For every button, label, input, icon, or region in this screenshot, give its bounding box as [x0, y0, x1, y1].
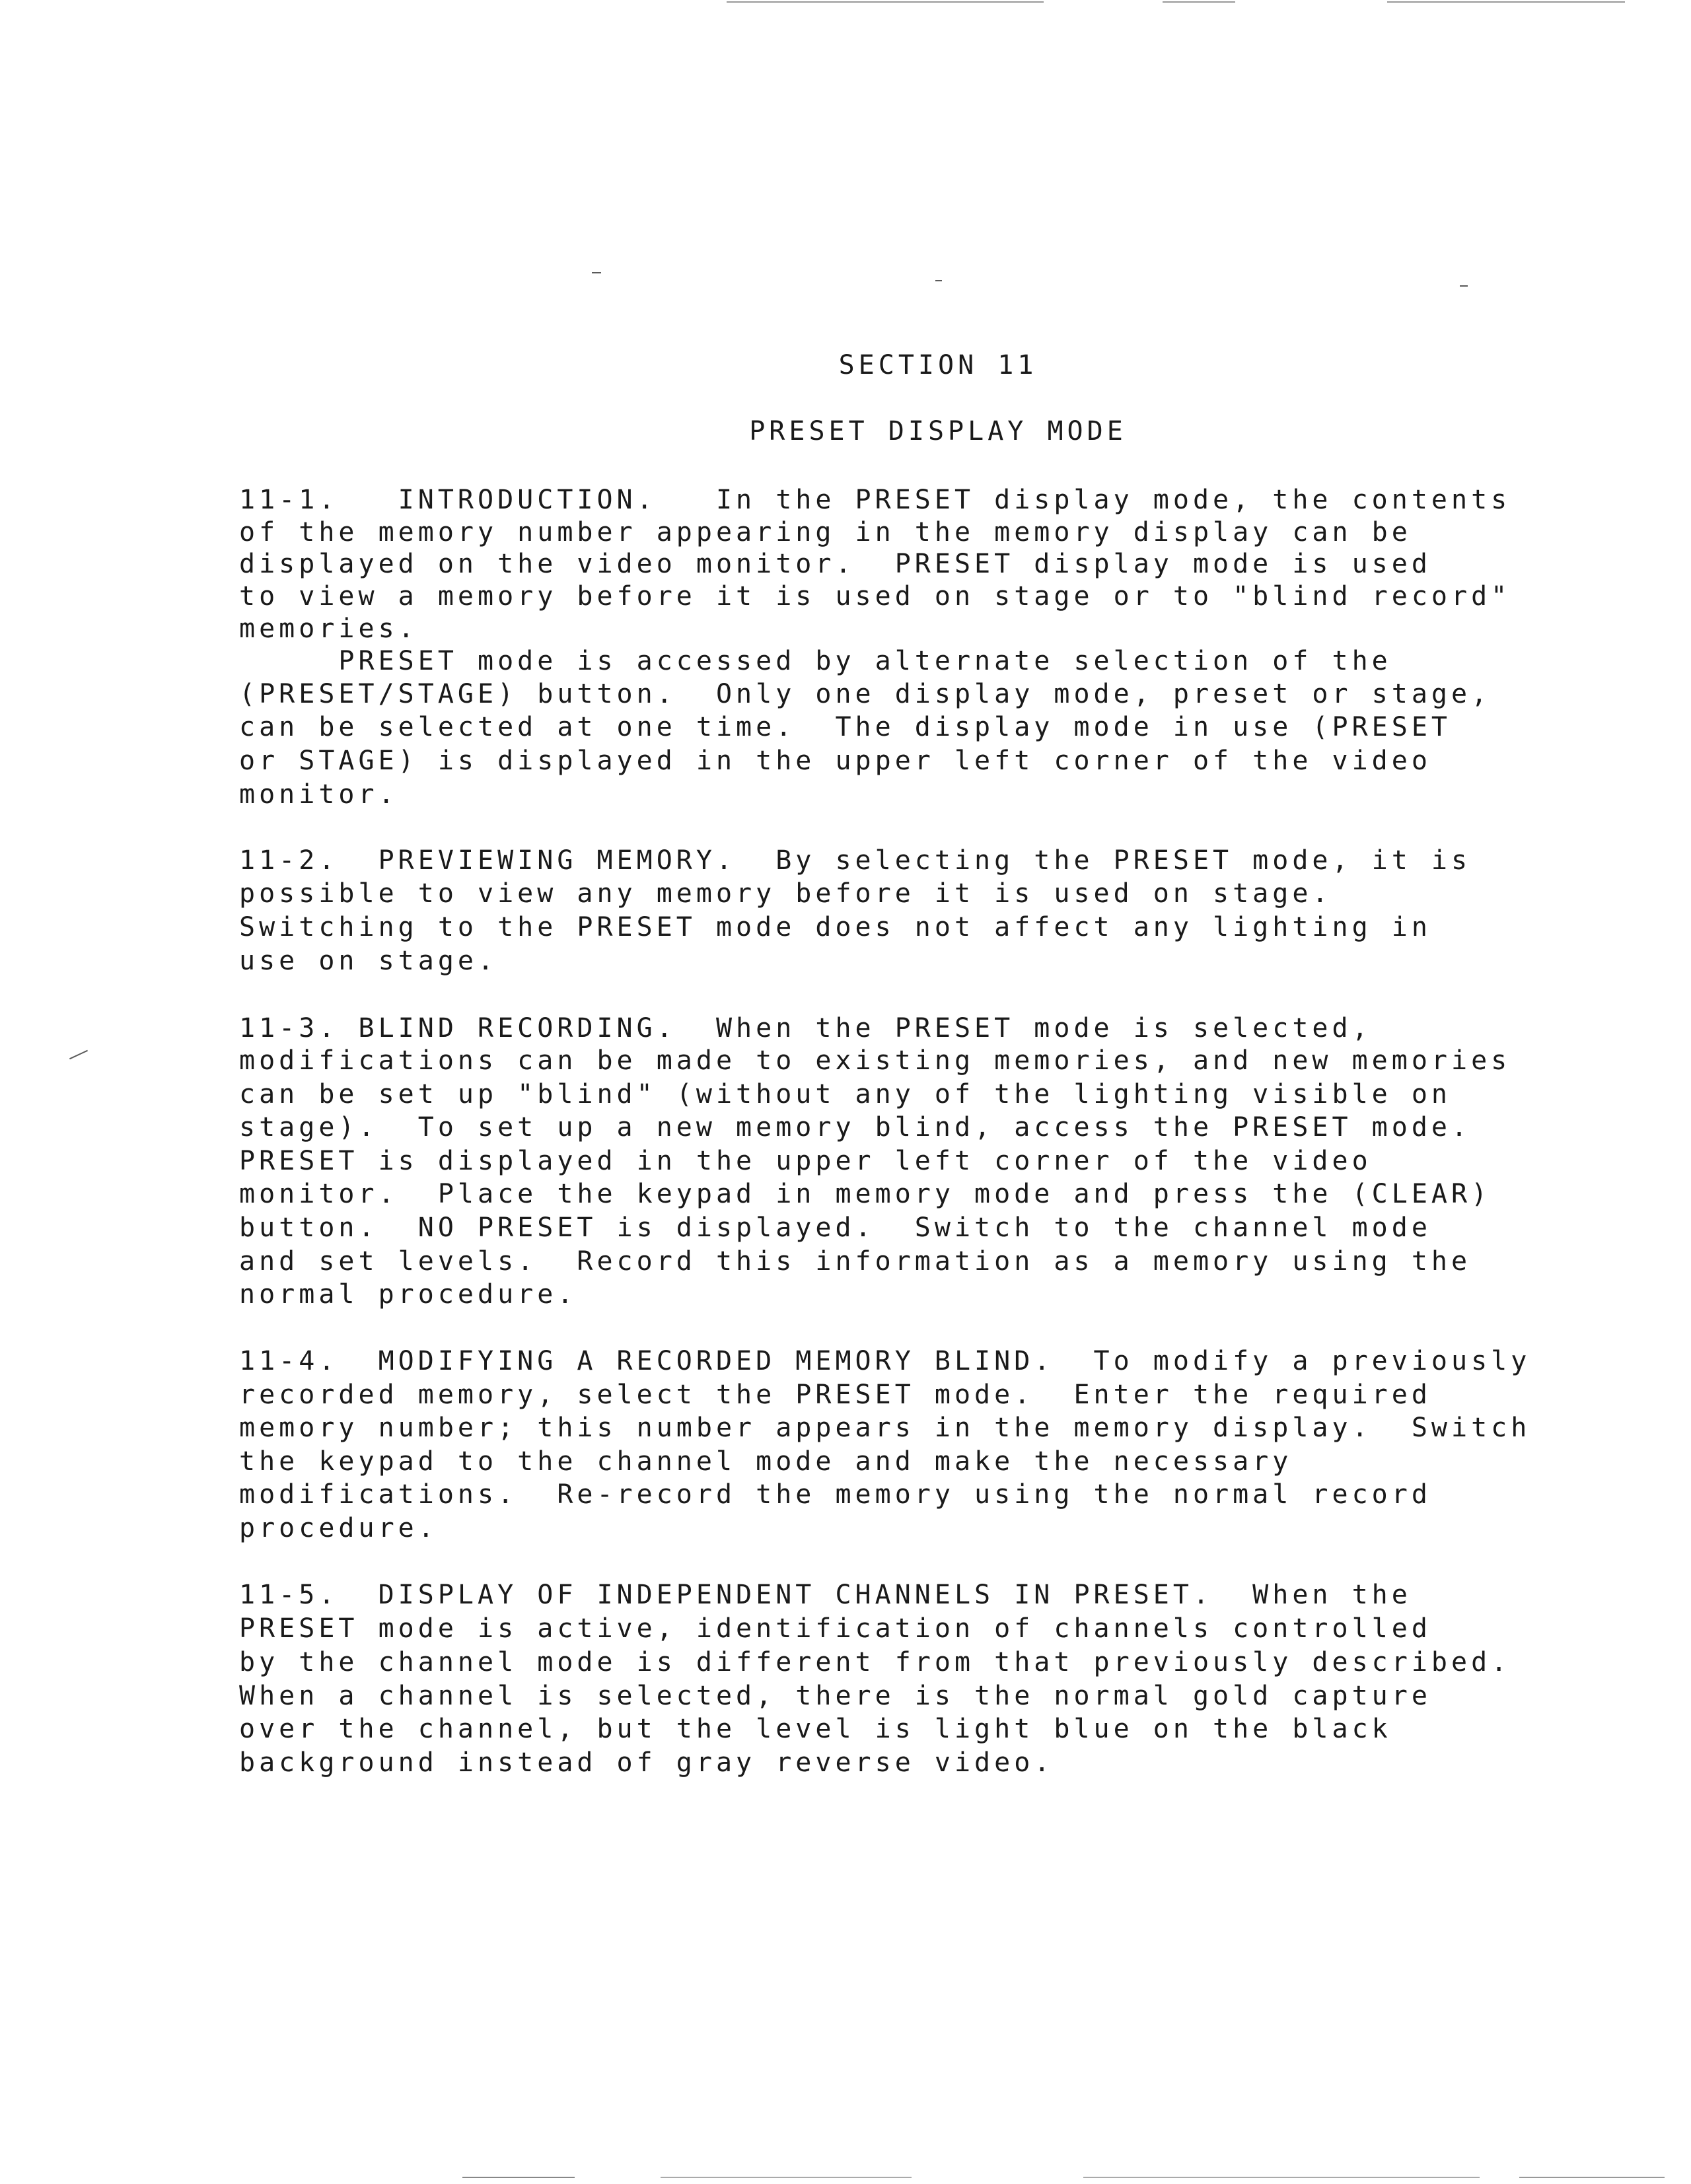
scan-mark-top-2	[1163, 1, 1235, 3]
text-line: monitor.	[239, 779, 398, 810]
text-line: can be selected at one time. The display mode in use (PRESET	[239, 712, 1452, 742]
text-line: PRESET mode is active, identification of channels controlled	[239, 1613, 1431, 1644]
text-line: button. NO PRESET is displayed. Switch to the channel mode	[239, 1213, 1431, 1243]
text-line: use on stage.	[239, 946, 498, 976]
scan-mark-top-1	[727, 1, 1044, 3]
text-line: the keypad to the channel mode and make the necessary	[239, 1446, 1293, 1477]
text-line: (PRESET/STAGE) button. Only one display mode, preset or stage,	[239, 679, 1492, 709]
text-line: displayed on the video monitor. PRESET display mode is used	[239, 549, 1431, 579]
scan-mark-bottom-4	[1519, 2177, 1665, 2178]
text-line: or STAGE) is displayed in the upper left corner of the video	[239, 746, 1431, 776]
text-line: to view a memory before it is used on stage or to "blind record"	[239, 581, 1511, 612]
text-line: normal procedure.	[239, 1279, 577, 1310]
scan-mark-bottom-1	[462, 2177, 575, 2178]
text-line: can be set up "blind" (without any of the lighting visible on	[239, 1079, 1452, 1110]
text-line: procedure.	[239, 1513, 438, 1543]
text-line: 11-4. MODIFYING A RECORDED MEMORY BLIND. To modify a previously	[239, 1346, 1531, 1376]
text-line: by the channel mode is different from that previously described.	[239, 1647, 1511, 1677]
text-line: 11-2. PREVIEWING MEMORY. By selecting the PRESET mode, it is	[239, 845, 1472, 876]
text-line: over the channel, but the level is light blue on the black	[239, 1714, 1392, 1744]
text-line: background instead of gray reverse video.	[239, 1747, 1054, 1778]
scan-mark-dash-3	[1460, 285, 1468, 287]
section-title: SECTION 11	[838, 350, 1038, 380]
text-line: possible to view any memory before it is used on stage.	[239, 878, 1332, 909]
text-line: modifications. Re-record the memory using the normal record	[239, 1479, 1431, 1510]
scan-mark-dash-1	[592, 272, 601, 273]
text-line: 11-5. DISPLAY OF INDEPENDENT CHANNELS IN PRESET. When the	[239, 1580, 1412, 1610]
scan-mark-top-3	[1387, 1, 1625, 3]
scan-mark-margin	[69, 1050, 88, 1059]
text-line: monitor. Place the keypad in memory mode and press the (CLEAR)	[239, 1179, 1492, 1209]
text-line: PRESET is displayed in the upper left corner of the video	[239, 1146, 1372, 1176]
text-line: memory number; this number appears in the memory display. Switch	[239, 1413, 1531, 1443]
scan-mark-bottom-2	[661, 2177, 912, 2178]
text-line: modifications can be made to existing memories, and new memories	[239, 1045, 1511, 1076]
text-line: 11-3. BLIND RECORDING. When the PRESET mode is selected,	[239, 1013, 1372, 1043]
scan-mark-dash-2	[935, 280, 942, 281]
text-line: memories.	[239, 614, 418, 644]
text-line: and set levels. Record this information as a memory using the	[239, 1246, 1472, 1277]
text-line: recorded memory, select the PRESET mode. Enter the required	[239, 1380, 1431, 1410]
text-line: 11-1. INTRODUCTION. In the PRESET display mode, the contents	[239, 485, 1511, 515]
scan-mark-bottom-3	[1083, 2177, 1480, 2178]
text-line: of the memory number appearing in the memory display can be	[239, 517, 1412, 547]
section-subtitle: PRESET DISPLAY MODE	[749, 416, 1127, 446]
text-line: PRESET mode is accessed by alternate selection of the	[239, 646, 1392, 676]
text-line: When a channel is selected, there is the normal gold capture	[239, 1681, 1431, 1711]
text-line: Switching to the PRESET mode does not affect any lighting in	[239, 912, 1431, 942]
text-line: stage). To set up a new memory blind, access the PRESET mode.	[239, 1112, 1472, 1143]
